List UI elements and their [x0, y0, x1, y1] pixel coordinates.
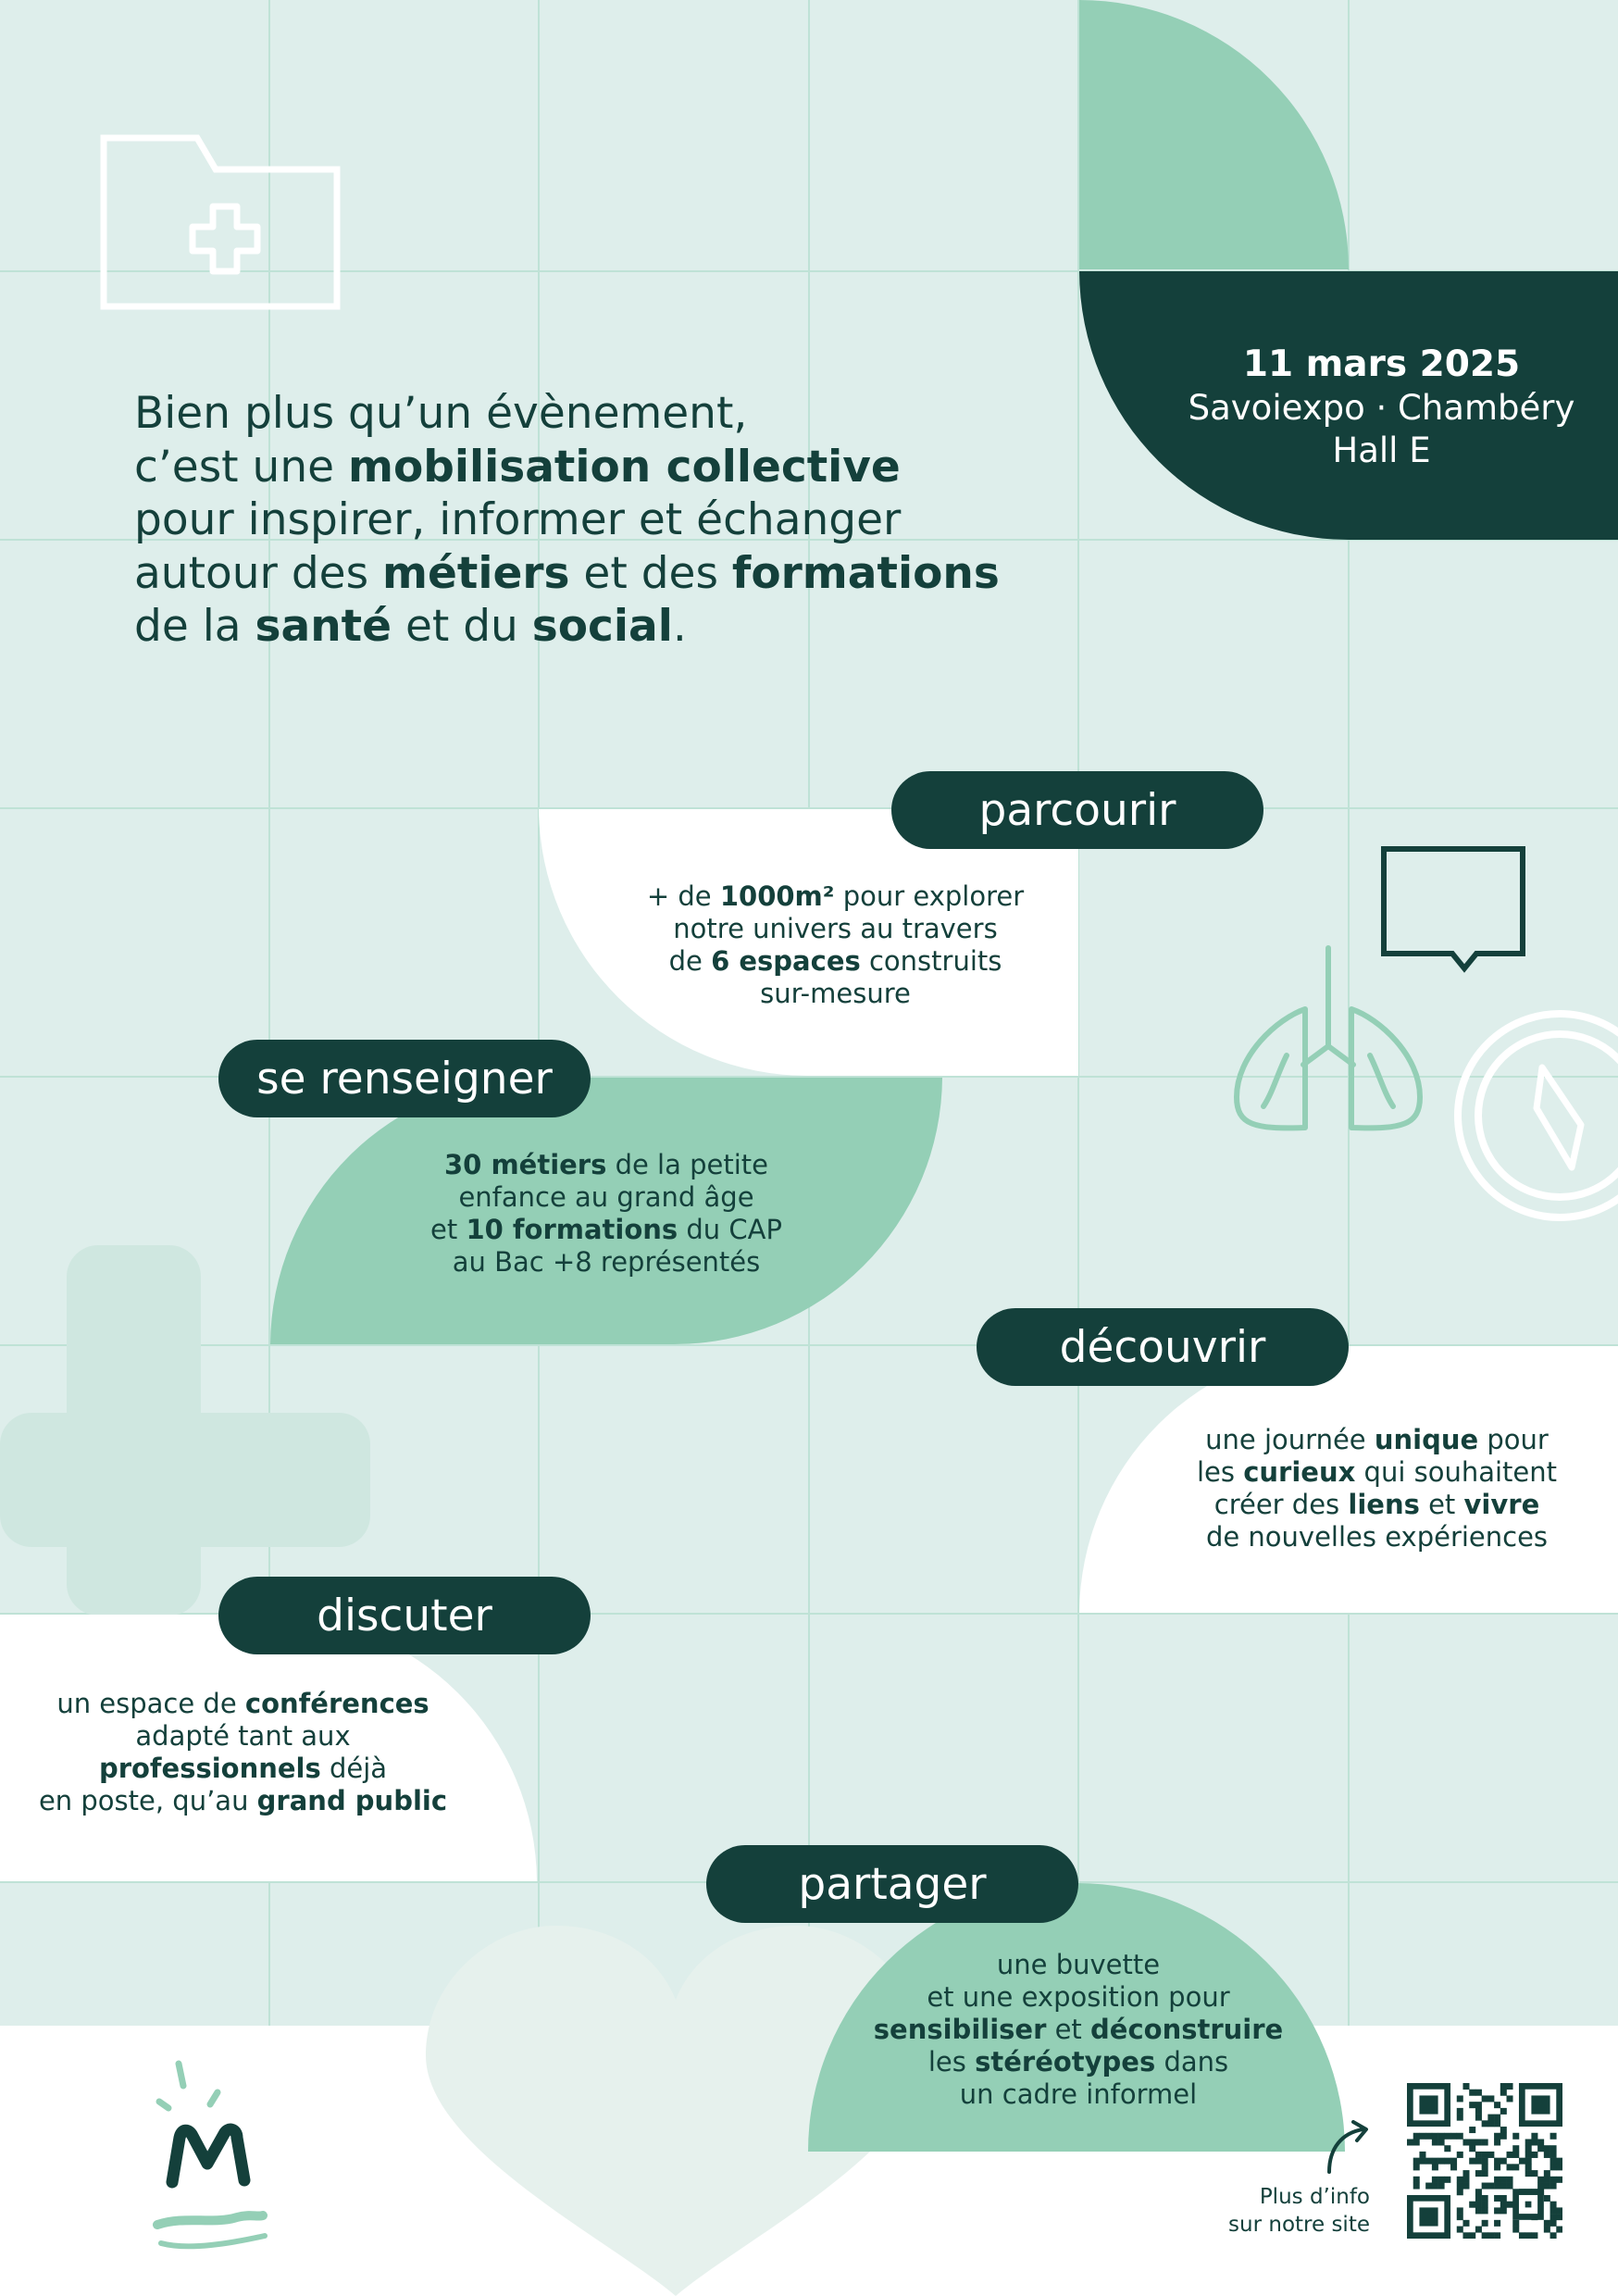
headline-line: Bien plus qu’un évènement, [134, 388, 748, 439]
pill-se-renseigner: se renseigner [218, 1040, 591, 1117]
headline-line: autour des métiers et des formations [134, 547, 1000, 599]
decouvrir-text: une journée unique pour les curieux qui souhaitent créer des liens et vivre de nouvelles expériences [1196, 1424, 1558, 1553]
event-hall: Hall E [1332, 430, 1431, 470]
folder-plus-icon [100, 134, 341, 310]
pill-partager: partager [706, 1845, 1078, 1923]
qr-code-icon[interactable] [1407, 2083, 1562, 2239]
pill-discuter: discuter [218, 1577, 591, 1654]
compass-icon [1451, 1004, 1618, 1227]
parcourir-text: + de 1000m² pour explorer notre univers au travers de 6 espaces construits sur-mesure [646, 880, 1025, 1009]
event-venue: Savoiexpo · Chambéry [1188, 388, 1575, 428]
partager-text: une buvette et une exposition pour sensibiliser et déconstruire les stéréotypes dans un cadre informel [873, 1949, 1284, 2110]
headline-line: c’est une mobilisation collective [134, 441, 901, 493]
arrow-icon [1322, 2120, 1377, 2177]
headline-line: pour inspirer, informer et échanger [134, 494, 902, 545]
event-date: 11 mars 2025 [1242, 343, 1521, 385]
brand-logo-icon [148, 2060, 278, 2254]
mint-quarter-shape [1079, 0, 1349, 269]
more-info-text: Plus d’info sur notre site [1228, 2185, 1370, 2237]
discuter-text: un espace de conférences adapté tant aux professionnels déjà en poste, qu’au grand public [38, 1688, 448, 1816]
renseigner-text: 30 métiers de la petite enfance au grand âge et 10 formations du CAP au Bac +8 représentés [430, 1149, 782, 1278]
headline [134, 387, 1060, 654]
lungs-icon [1231, 944, 1425, 1134]
pill-decouvrir: découvrir [977, 1308, 1349, 1386]
pill-parcourir: parcourir [891, 771, 1263, 849]
headline-line: de la santé et du social. [134, 601, 687, 652]
event-info [1152, 343, 1611, 472]
